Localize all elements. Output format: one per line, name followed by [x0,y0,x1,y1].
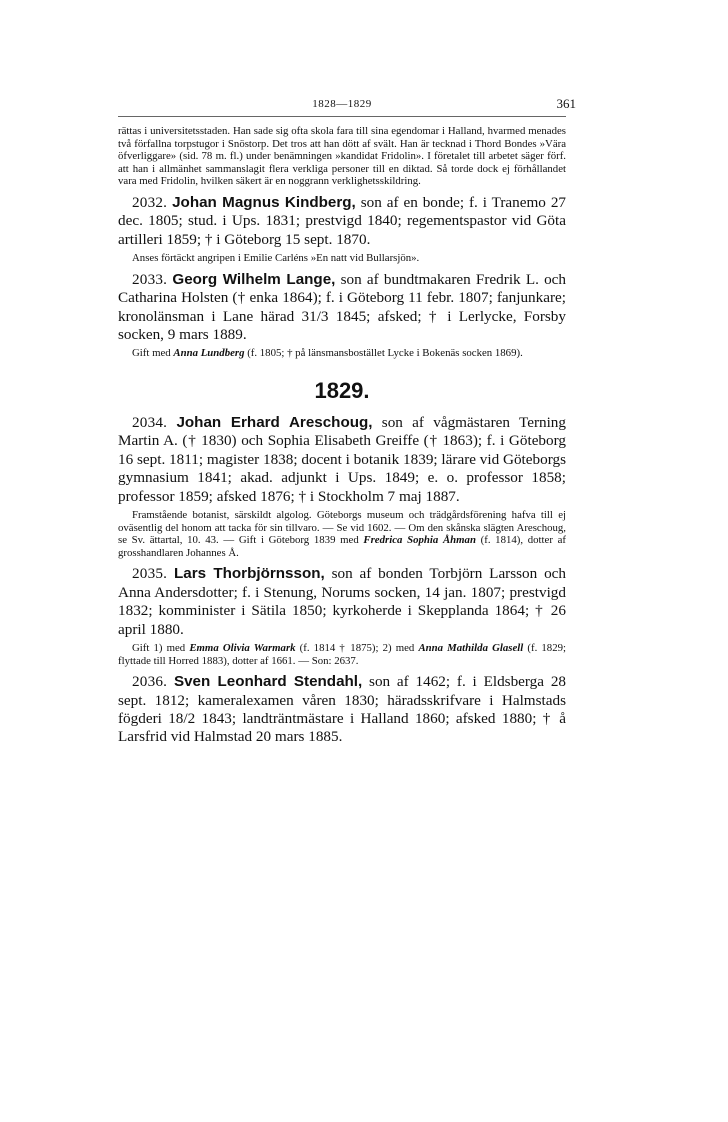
entry-text: son af 1462; f. i Eldsberga 28 sept. 1812; kameralexamen våren 1830; häradsskrifvare i Halmstads fögderi 18/2 1843; landträntmästare i Halland 1860; afsked 1880; † å Larsfrid vid Halmstad 20 mars 1885. [118,673,567,746]
entries-1828 [118,194,566,360]
entry-name: Lars Thorbjörnsson, [174,565,325,583]
entry-text: son af bundtmakaren Fredrik L. och Catharina Holsten († enka 1864); f. i Göteborg 11 febr. 1807; fanjunkare; kronolänsman i Lane härad 31/3 1845; afsked; † i Lerlycke, Forsby socken, 9 mars 1889. [118,270,567,343]
entry-paragraph [118,194,566,249]
header-years: 1828—1829 [312,98,372,110]
spouse-name: Anna Lundberg [173,347,245,360]
note-text: Anses förtäckt angripen i Emilie Carléns »En natt vid Bullarsjön». [132,252,420,265]
entry-number: 2036. [132,673,168,691]
note-text: (f. 1805; † på länsmansbostället Lycke i Bokenäs socken 1869). [244,347,523,360]
note-text: Gift 1) med [132,642,190,655]
note-text: (f. 1814), dotter af grosshandlaren Johannes Å. [118,534,566,559]
entry-paragraph [118,565,566,639]
book-page [118,92,576,750]
entry-number: 2035. [132,565,168,583]
entries-1829 [118,414,566,747]
note-text: Framstående botanist, särskildt algolog. Göteborgs museum och trädgårdsförening hafva till ej oväsentlig del honom att tacka för sin tillvaro. — Se vid 1602. — Om den skånska slägten Areschoug, se Sv. ättartal, 10. 43. — Gift i Göteborg 1839 med [118,509,566,547]
note-text: (f. 1814 † 1875); 2) med [295,642,419,655]
entry-paragraph [118,414,566,506]
entry-number: 2033. [132,270,168,288]
intro-paragraph: rättas i universitetsstaden. Han sade sig ofta skola fara till sina egendomar i Halland, hvarmed menades två förfallna torpstugor i Snöstorp. Det tros att han dött af svält. Han är tecknad i Thord Bondes »Vära öfverliggare» (sid. 78 m. fl.) under benämningen »kandidat Fridolin». I företalet till arbetet säger förf. att han i allmänhet sammanslagit flera verkliga personer till en diktad. Så torde dock ej förhållandet vara med Fridolin, hvilken säkert är en noggrann verklighetsskildring. [118,125,566,188]
entry-note [118,347,566,360]
year-heading: 1829. [314,378,370,403]
entry-text: son af en bonde; f. i Tranemo 27 dec. 1805; stud. i Ups. 1831; prestvigd 1840; regementspastor vid Göta artilleri 1859; † i Göteborg 15 sept. 1870. [118,193,567,248]
page-number: 361 [556,96,576,111]
note-text: (f. 1829; flyttade till Horred 1883), dotter af 1661. — Son: 2637. [118,642,566,667]
entry-name: Sven Leonhard Stendahl, [173,673,363,691]
entry-paragraph [118,673,566,747]
entry-text: son af vågmästaren Terning Martin A. († 1830) och Sophia Elisabeth Greiffe († 1863); f. i Göteborg 16 sept. 1811; magister 1838; docent i botanik 1839; lärare vid Göteborgs gymnasium 1841; akad. adjunkt i Ups. 1849; e. o. professor 1858; professor 1859; afsked 1876; † i Stockholm 7 maj 1887. [118,414,566,505]
header-rule [118,116,566,117]
entry-note [118,642,566,667]
spouse-name: Emma Olivia Warmark [189,642,296,655]
spouse-name: Anna Mathilda Glasell [418,642,524,655]
entry-name: Johan Erhard Areschoug, [176,414,373,431]
entry-name: Johan Magnus Kindberg, [172,193,356,211]
running-header [118,92,576,114]
entry-note [118,252,566,265]
entry-note [118,509,566,559]
entry-number: 2034. [132,414,168,431]
entry-name: Georg Wilhelm Lange, [172,270,336,288]
entry-paragraph [118,271,566,345]
note-text: Gift med [132,347,174,360]
spouse-name: Fredrica Sophia Åhman [363,534,476,547]
entry-text: son af bonden Torbjörn Larsson och Anna Andersdotter; f. i Stenung, Norums socken, 14 jan. 1807; prestvigd 1832; komminister i Sätila 1850; kyrkoherde i Skepplanda 1864; † 26 april 1880. [118,565,567,638]
entry-number: 2032. [132,193,168,211]
